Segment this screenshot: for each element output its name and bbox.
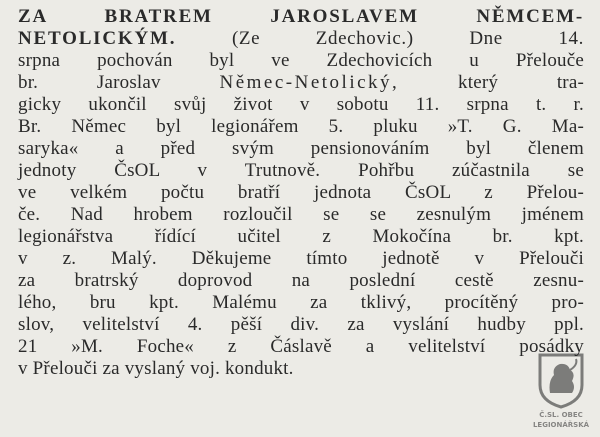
body-line: legionářstva řídící učitel z Mokočína br. kpt. [18,226,584,247]
body-line: v Přelouči za vyslaný voj. kondukt. [18,358,294,379]
body-line: srpna pochován byl ve Zdechovicích u Přelouče [18,50,584,71]
headline-lead: (Ze Zdechovic.) Dne 14. [176,28,584,49]
watermark-text-2: LEGIONÁŘSKÁ [532,421,590,429]
body-line: če. Nad hrobem rozloučil se se zesnulým jménem [18,204,584,225]
body-line: ve velkém počtu bratří jednota ČsOL z Přelou- [18,182,584,203]
body-line: za bratrský doprovod na poslední cestě zesnu- [18,270,584,291]
body-line: saryka« a před svým pensionováním byl členem [18,138,584,159]
deceased-name: Němec-Netolický, [219,72,400,93]
body-line: 21 »M. Foche« z Čáslavě a velitelství posádky [18,336,584,357]
body-line-part: br. Jaroslav [18,72,161,93]
body-line: slov, velitelství 4. pěší div. za vyslání hudby ppl. [18,314,584,335]
body-line: jednoty ČsOL v Trutnově. Pohřbu zúčastnila se [18,160,584,181]
headline-line-1 [18,6,584,28]
legion-watermark [532,351,590,431]
body-line: v z. Malý. Děkujeme tímto jednotě v Přelouči [18,248,584,269]
body-line-part: který tra- [399,72,584,93]
body-line: lého, bru kpt. Malému za tklivý, procítěný pro- [18,292,584,313]
watermark-text-1: Č.SL. OBEC [539,411,583,419]
body-line: gicky ukončil svůj život v sobotu 11. srpna t. r. [18,94,584,115]
lion-emblem-icon [532,351,590,409]
body-line: Br. Němec byl legionářem 5. pluku »T. G. Ma- [18,116,584,137]
body-line [18,72,584,94]
obituary-article [18,6,584,380]
headline-line-2 [18,28,584,50]
headline-title-part-1: ZA BRATREM JAROSLAVEM NĚMCEM- [18,6,584,27]
headline-title-part-2: NETOLICKÝM. [18,28,177,49]
